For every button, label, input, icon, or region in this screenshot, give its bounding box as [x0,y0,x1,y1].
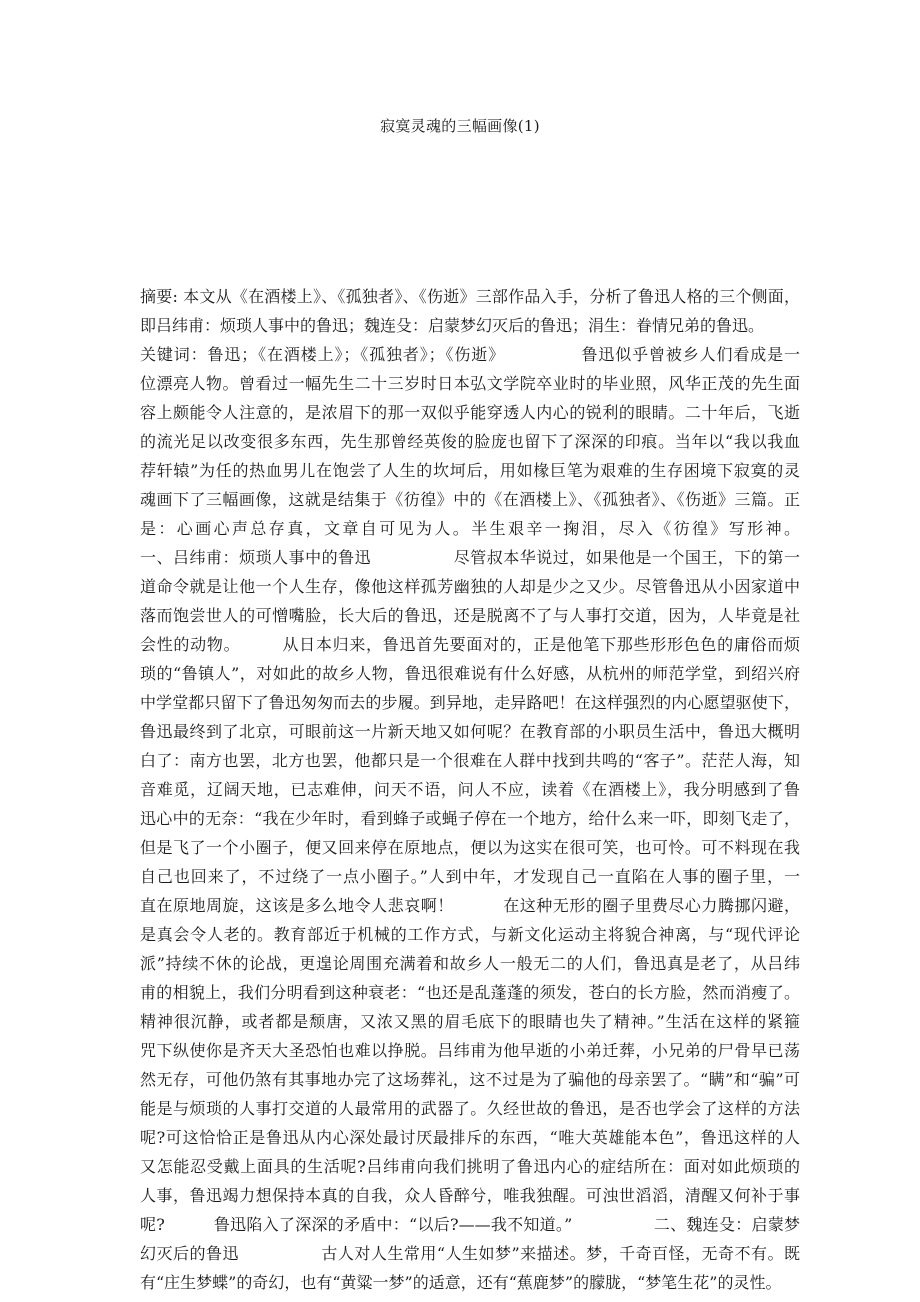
text-line: 的流光足以改变很多东西，先生那曾经英俊的脸庞也留下了深深的印痕。当年以“我以我血 [140,432,800,451]
text-line: 白了：南方也罢，北方也罢，他都只是一个很难在人群中找到共鸣的“客子”。茫茫人海，知 [140,751,800,770]
text-line: 摘要: 本文从《在酒楼上》、《孤独者》、《伤逝》三部作品入手，分析了鲁迅人格的三个侧面， [140,287,800,306]
text-line: 音难觅，辽阔天地，已志难伸，问天不语，问人不应，读着《在酒楼上》，我分明感到了鲁 [140,780,800,799]
text-line: 又怎能忍受戴上面具的生活呢?吕纬甫向我们挑明了鲁迅内心的症结所在：面对如此烦琐的 [140,1157,800,1176]
text-line: 精神很沉静，或者都是颓唐，又浓又黑的眉毛底下的眼睛也失了精神。”生活在这样的紧箍 [140,1012,800,1031]
text-line: 是：心画心声总存真，文章自可见为人。半生艰辛一掬泪，尽入《彷徨》写形神。 [140,519,800,538]
text-line: 呢?可这恰恰正是鲁迅从内心深处最讨厌最排斥的东西，“唯大英雄能本色”，鲁迅这样的人 [140,1128,800,1147]
text-line: 咒下纵使你是齐天大圣恐怕也难以挣脱。吕纬甫为他早逝的小弟迁葬，小兄弟的尸骨早已荡 [140,1041,800,1060]
text-line: 魂画下了三幅画像，这就是结集于《彷徨》中的《在酒楼上》、《孤独者》、《伤逝》三篇。正 [140,490,800,509]
text-line: 是真会令人老的。教育部近于机械的工作方式，与新文化运动主将貌合神离，与“现代评论 [140,925,800,944]
text-line: 道命令就是让他一个人生存，像他这样孤芳幽独的人却是少之又少。尽管鲁迅从小因家道中 [140,577,800,596]
text-line: 容上颇能令人注意的，是浓眉下的那一双似乎能穿透人内心的锐利的眼睛。二十年后，飞逝 [140,403,800,422]
text-line: 荐轩辕”为任的热血男儿在饱尝了人生的坎坷后，用如椽巨笔为艰难的生存困境下寂寞的灵 [140,461,800,480]
text-line: 有“庄生梦蝶”的奇幻，也有“黄粱一梦”的适意，还有“蕉鹿梦”的朦胧，“梦笔生花”的灵性。 [140,1273,782,1292]
text-line: 派”持续不休的论战，更遑论周围充满着和故乡人一般无二的人们，鲁迅真是老了，从吕纬 [140,954,800,973]
text-line: 但是飞了一个小圈子，便又回来停在原地点，便以为这实在很可笑，也可怜。可不料现在我 [140,838,800,857]
text-line: 幻灭后的鲁迅 古人对人生常用“人生如梦”来描述。梦，千奇百怪，无奇不有。既 [140,1244,800,1263]
document-title: 寂寞灵魂的三幅画像(1) [380,117,540,135]
text-line: 关键词：鲁迅；《在酒楼上》；《孤独者》；《伤逝》 鲁迅似乎曾被乡人们看成是一 [140,345,800,364]
text-line: 然无存，可他仍煞有其事地办完了这场葬礼，这不过是为了骗他的母亲罢了。“瞒”和“骗”可 [140,1070,800,1089]
text-line: 会性的动物。 从日本归来，鲁迅首先要面对的，正是他笔下那些形形色色的庸俗而烦 [140,635,800,654]
text-line: 直在原地周旋，这该是多么地令人悲哀啊！ 在这种无形的圈子里费尽心力腾挪闪避， [140,896,800,915]
text-line: 甫的相貌上，我们分明看到这种衰老：“也还是乱蓬蓬的须发，苍白的长方脸，然而消瘦了。 [140,983,800,1002]
text-line: 位漂亮人物。曾看过一幅先生二十三岁时日本弘文学院卒业时的毕业照，风华正茂的先生面 [140,374,800,393]
text-line: 人事，鲁迅竭力想保持本真的自我，众人昏醉兮，唯我独醒。可浊世滔滔，清醒又何补于事 [140,1186,800,1205]
document-body [140,282,800,1297]
text-line: 落而饱尝世人的可憎嘴脸，长大后的鲁迅，还是脱离不了与人事打交道，因为，人毕竟是社 [140,606,800,625]
text-line: 琐的“鲁镇人”，对如此的故乡人物，鲁迅很难说有什么好感，从杭州的师范学堂，到绍兴府 [140,664,800,683]
text-line: 能是与烦琐的人事打交道的人最常用的武器了。久经世故的鲁迅，是否也学会了这样的方法 [140,1099,800,1118]
text-line: 迅心中的无奈：“我在少年时，看到蜂子或蝇子停在一个地方，给什么来一吓，即刻飞走了， [140,809,800,828]
text-line: 即吕纬甫：烦琐人事中的鲁迅；魏连殳：启蒙梦幻灭后的鲁迅；涓生：眷情兄弟的鲁迅。 [140,316,765,335]
text-line: 自己也回来了，不过绕了一点小圈子。”人到中年，才发现自己一直陷在人事的圈子里，一 [140,867,800,886]
text-line: 中学堂都只留下了鲁迅匆匆而去的步履。到异地，走异路吧！在这样强烈的内心愿望驱使下， [140,693,800,712]
text-line: 呢? 鲁迅陷入了深深的矛盾中：“以后?——我不知道。” 二、魏连殳：启蒙梦 [140,1215,800,1234]
text-line: 一、吕纬甫：烦琐人事中的鲁迅 尽管叔本华说过，如果他是一个国王，下的第一 [140,548,800,567]
text-line: 鲁迅最终到了北京，可眼前这一片新天地又如何呢？在教育部的小职员生活中，鲁迅大概明 [140,722,800,741]
